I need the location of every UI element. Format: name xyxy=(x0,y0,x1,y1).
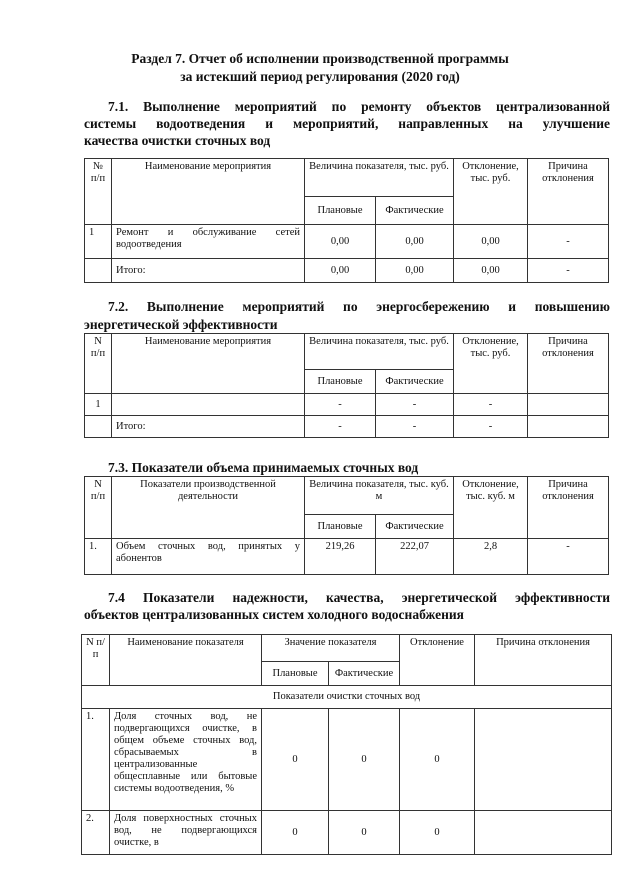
table-row xyxy=(85,394,609,416)
s72-h-reason: Причина отклонения xyxy=(528,334,609,394)
s71-r2-reason: - xyxy=(528,259,609,283)
s71-r1-num: 1 xyxy=(85,225,112,259)
s72-h-plan: Плановые xyxy=(305,370,376,394)
s72-r2-plan: - xyxy=(305,416,376,438)
s72-r2-num xyxy=(85,416,112,438)
s74-r2-dev: 0 xyxy=(400,811,475,855)
s73-h-value: Величина показателя, тыс. куб. м xyxy=(305,477,454,515)
s71-r2-dev: 0,00 xyxy=(454,259,528,283)
s74-title-line2: объектов централизованных систем холодного водоснабжения xyxy=(84,607,464,622)
s74-h-plan: Плановые xyxy=(262,662,329,686)
s71-title-line1: 7.1. Выполнение мероприятий по ремонту объектов централизованной xyxy=(108,99,610,114)
s71-table xyxy=(84,158,609,283)
s74-h-value: Значение показателя xyxy=(262,635,400,662)
s71-r1-plan: 0,00 xyxy=(305,225,376,259)
s74-r2-num: 2. xyxy=(82,811,110,855)
s71-h-name: Наименование мероприятия xyxy=(112,159,305,225)
s73-table xyxy=(84,476,609,575)
s72-h-value: Величина показателя, тыс. руб. xyxy=(305,334,454,370)
s74-r2-plan: 0 xyxy=(262,811,329,855)
s72-r2-dev: - xyxy=(454,416,528,438)
table-row xyxy=(85,416,609,438)
s74-title-line1: 7.4 Показатели надежности, качества, энергетической эффективности xyxy=(108,590,610,605)
s71-r2-num xyxy=(85,259,112,283)
s72-r2-fact: - xyxy=(376,416,454,438)
s72-r1-plan: - xyxy=(305,394,376,416)
s73-r1-plan: 219,26 xyxy=(305,539,376,575)
s72-r2-reason xyxy=(528,416,609,438)
s73-title: 7.3. Показатели объема принимаемых сточных вод xyxy=(108,460,419,475)
s74-r1-fact: 0 xyxy=(329,709,400,811)
s74-r2-fact: 0 xyxy=(329,811,400,855)
s73-h-reason: Причина отклонения xyxy=(528,477,609,539)
s74-h-fact: Фактические xyxy=(329,662,400,686)
table-row xyxy=(85,259,609,283)
s73-r1-dev: 2,8 xyxy=(454,539,528,575)
table-row xyxy=(82,811,612,855)
s71-h-fact: Фактические xyxy=(376,197,454,225)
s74-r1-name: Доля сточных вод, не подвергающихся очистке, в общем объеме сточных вод, сбрасываемых в централизованные общесплавные или бытовые системы водоотведения, % xyxy=(110,709,262,811)
s74-r1-plan: 0 xyxy=(262,709,329,811)
table-row xyxy=(85,539,609,575)
s72-r1-name xyxy=(112,394,305,416)
s71-title-line3: качества очистки сточных вод xyxy=(84,133,271,148)
s74-h-name: Наименование показателя xyxy=(110,635,262,686)
s73-h-fact: Фактические xyxy=(376,515,454,539)
s72-title-line1: 7.2. Выполнение мероприятий по энергосбережению и повышению xyxy=(108,299,610,314)
s71-r2-fact: 0,00 xyxy=(376,259,454,283)
s73-h-plan: Плановые xyxy=(305,515,376,539)
s73-r1-reason: - xyxy=(528,539,609,575)
s71-h-value: Величина показателя, тыс. руб. xyxy=(305,159,454,197)
s72-h-num: N п/п xyxy=(85,334,112,394)
s74-h-reason: Причина отклонения xyxy=(475,635,612,686)
s73-h-name: Показатели производственной деятельности xyxy=(112,477,305,539)
s71-h-plan: Плановые xyxy=(305,197,376,225)
s73-r1-name: Объем сточных вод, принятых у абонентов xyxy=(112,539,305,575)
s72-r1-dev: - xyxy=(454,394,528,416)
s71-r1-name: Ремонт и обслуживание сетей водоотведения xyxy=(112,225,305,259)
s71-r2-name: Итого: xyxy=(112,259,305,283)
section-heading-line2: за истекший период регулирования (2020 год) xyxy=(180,69,460,84)
s72-h-fact: Фактические xyxy=(376,370,454,394)
s72-table xyxy=(84,333,609,438)
s72-h-dev: Отклонение, тыс. руб. xyxy=(454,334,528,394)
s72-r1-num: 1 xyxy=(85,394,112,416)
s71-r1-dev: 0,00 xyxy=(454,225,528,259)
s74-h-dev: Отклонение xyxy=(400,635,475,686)
s71-h-dev: Отклонение, тыс. руб. xyxy=(454,159,528,225)
s71-h-reason: Причина отклонения xyxy=(528,159,609,225)
section-heading-line1: Раздел 7. Отчет об исполнении производственной программы xyxy=(131,51,509,66)
table-row xyxy=(85,225,609,259)
s71-title-line2: системы водоотведения и мероприятий, направленных на улучшение xyxy=(84,116,610,131)
s71-r2-plan: 0,00 xyxy=(305,259,376,283)
s71-r1-fact: 0,00 xyxy=(376,225,454,259)
s72-h-name: Наименование мероприятия xyxy=(112,334,305,394)
s74-r2-name: Доля поверхностных сточных вод, не подвергающихся очистке, в xyxy=(110,811,262,855)
s74-h-num: N п/п xyxy=(82,635,110,686)
s71-h-num: № п/п xyxy=(85,159,112,225)
s73-h-num: N п/п xyxy=(85,477,112,539)
s73-h-dev: Отклонение, тыс. куб. м xyxy=(454,477,528,539)
s72-r2-name: Итого: xyxy=(112,416,305,438)
s72-r1-reason xyxy=(528,394,609,416)
s73-r1-num: 1. xyxy=(85,539,112,575)
s74-r1-dev: 0 xyxy=(400,709,475,811)
s74-r1-num: 1. xyxy=(82,709,110,811)
s74-table xyxy=(81,634,612,855)
s74-r2-reason xyxy=(475,811,612,855)
s71-r1-reason: - xyxy=(528,225,609,259)
s72-r1-fact: - xyxy=(376,394,454,416)
s73-r1-fact: 222,07 xyxy=(376,539,454,575)
table-row xyxy=(82,709,612,811)
s74-group-heading: Показатели очистки сточных вод xyxy=(82,686,612,709)
s74-r1-reason xyxy=(475,709,612,811)
s72-title-line2: энергетической эффективности xyxy=(84,317,278,332)
